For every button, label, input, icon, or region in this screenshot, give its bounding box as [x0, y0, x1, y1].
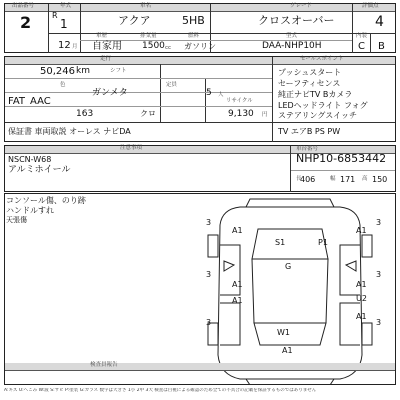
- width: 171: [340, 175, 356, 184]
- chassis-label: 車台番号: [296, 146, 319, 152]
- damage-mark: A1: [232, 226, 243, 235]
- legend-footer: A:キズ U:へこみ W:波 S:サビ P:塗装 G:ガラス 数字は大きさ 1小 2中 3大 検査は目視による確認のため全ての不具合の記載を保証するものではありません: [4, 388, 317, 393]
- equipment-docs: 保証書 車両取説 オーレス ナビDA: [8, 127, 131, 136]
- aircon: AAC: [30, 96, 51, 107]
- color: ガンメタ: [92, 88, 128, 98]
- damage-size-mark: 3: [376, 318, 382, 327]
- damage-mark: A1: [282, 346, 293, 355]
- hdr-year-label: 年式: [60, 3, 72, 9]
- model-code: DAA-NHP10H: [262, 41, 322, 51]
- wheel-note: アルミホイール: [8, 165, 71, 175]
- sales-point-2: セーフティセンス: [278, 79, 341, 88]
- fuel-label: 燃料: [188, 33, 200, 39]
- car-name: アクア: [118, 14, 151, 27]
- length: 406: [300, 175, 316, 184]
- notes-label: 注意事項: [120, 145, 143, 151]
- nav-model: NSCN-W68: [8, 155, 52, 164]
- damage-size-mark: 3: [206, 270, 212, 279]
- score: 4: [375, 14, 384, 30]
- year: 1: [60, 17, 68, 31]
- cc-label: 排気量: [140, 33, 157, 39]
- damage-mark: S1: [275, 238, 286, 247]
- lot-number: 2: [20, 13, 32, 32]
- spec-right-label: セールスポイント: [300, 56, 344, 62]
- inspector-label: 検査員報告: [90, 362, 118, 368]
- damage-size-mark: 3: [376, 218, 382, 227]
- damage-size-mark: 3: [206, 318, 212, 327]
- usage-label: 車歴: [96, 33, 108, 39]
- hdr-grade-label: グレード: [290, 3, 313, 9]
- interior-label: 内装: [356, 33, 368, 39]
- shift-label: シフト: [110, 68, 127, 74]
- width-label: 幅: [330, 176, 336, 182]
- damage-mark: A1: [356, 280, 367, 289]
- damage-mark: W1: [277, 328, 290, 337]
- body-type: 5HB: [182, 14, 205, 27]
- sales-point-4: LEDヘッドライト フォグ: [278, 101, 368, 110]
- hdr-score-label: 評価点: [362, 3, 379, 9]
- remark-2: ハンドルすれ: [6, 206, 54, 215]
- remark-3: 天張傷: [6, 216, 27, 224]
- spec-left-label: 走行: [100, 56, 112, 62]
- height: 150: [372, 175, 388, 184]
- shift: FAT: [8, 96, 26, 107]
- height-label: 高: [362, 176, 368, 182]
- recycle-unit: 円: [262, 112, 268, 118]
- car-diagram: [200, 195, 380, 385]
- mileage-unit: km: [76, 66, 90, 76]
- damage-size-mark: 3: [206, 218, 212, 227]
- equipment-codes: TV エアB PS PW: [278, 127, 341, 136]
- seats-label: 定員: [166, 82, 178, 88]
- sales-point-3: 純正ナビTV Bカメラ: [278, 90, 353, 99]
- cc-unit: cc: [165, 45, 172, 51]
- damage-mark: A1: [356, 226, 367, 235]
- damage-mark: A1: [232, 296, 243, 305]
- interior-score: C: [358, 41, 365, 52]
- hdr-lot-label: 出品番号: [12, 3, 35, 9]
- inspector-label-row: [5, 363, 395, 371]
- sales-point-5: ステアリングスイッチ: [278, 111, 357, 120]
- sales-point-1: プッシュスタート: [278, 68, 342, 77]
- grade: クロスオーバー: [258, 14, 335, 27]
- chassis-number: NHP10-6853442: [296, 152, 387, 165]
- damage-mark: U2: [356, 294, 367, 303]
- damage-mark: G: [285, 262, 292, 271]
- damage-mark: A1: [232, 280, 243, 289]
- length-label: 長: [296, 176, 302, 182]
- era: R: [52, 11, 58, 20]
- exterior-score: B: [378, 41, 385, 52]
- model-label: 型式: [286, 33, 298, 39]
- usage: 自家用: [92, 41, 122, 52]
- cc: 1500: [142, 41, 165, 51]
- damage-mark: P1: [318, 238, 328, 247]
- seats-unit: 人: [218, 92, 224, 98]
- color-name: クロ: [140, 109, 156, 118]
- seats: 5: [206, 88, 212, 98]
- color-label: 色: [60, 82, 66, 88]
- mileage: 50,246: [40, 66, 75, 77]
- damage-mark: A1: [356, 312, 367, 321]
- month-unit: 月: [72, 44, 78, 50]
- recycle-label: リサイクル: [226, 98, 253, 104]
- month: 12: [58, 40, 71, 51]
- color-code: 163: [76, 109, 94, 119]
- remark-1: コンソール傷、のり跡: [6, 196, 86, 205]
- hdr-name-label: 車名: [140, 3, 152, 9]
- damage-size-mark: 3: [376, 270, 382, 279]
- recycle-fee: 9,130: [228, 109, 254, 119]
- fuel: ガソリン: [184, 42, 216, 51]
